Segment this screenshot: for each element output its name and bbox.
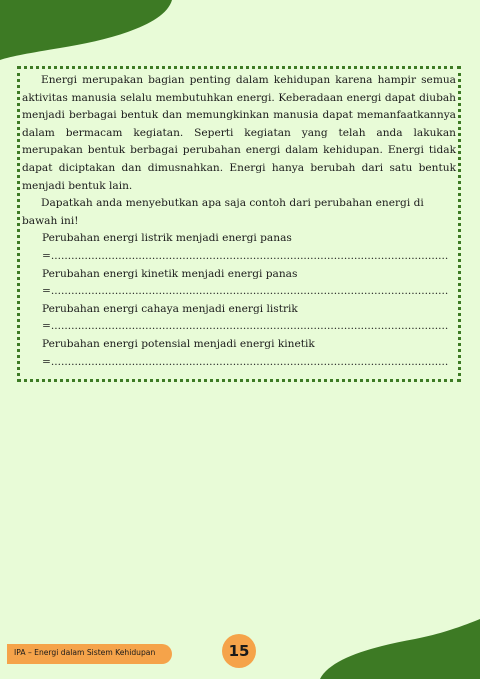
question-3: Perubahan energi cahaya menjadi energi listrik — [42, 302, 298, 315]
footer-label: IPA – Energi dalam Sistem Kehidupan — [14, 648, 156, 657]
intro-paragraph: Energi merupakan bagian penting dalam kehidupan karena hampir semua aktivitas manusia selalu membutuhkan energi. Keberadaan energi dapat diubah menjadi berbagai bentuk dan memungkinkan manusia dapat memanfaatkannya dalam bermacam kegiatan. Seperti kegiatan yang telah anda lakukan merupakan bentuk berbagai perubahan energi dalam kehidupan. Energi tidak dapat diciptakan dan dimusnahkan. Energi hanya berubah dari satu bentuk menjadi bentuk lain. — [22, 74, 456, 192]
corner-decoration-bottom-right — [320, 619, 480, 679]
activity-content — [22, 72, 456, 371]
answer-line-2[interactable]: =...................................................................................................................... — [42, 285, 448, 298]
question-prompt: Dapatkah anda menyebutkan apa saja contoh dari perubahan energi di bawah ini! — [22, 197, 424, 227]
answer-line-1[interactable]: =...................................................................................................................... — [42, 249, 448, 262]
question-1: Perubahan energi listrik menjadi energi panas — [42, 232, 292, 245]
question-2: Perubahan energi kinetik menjadi energi panas — [42, 267, 298, 280]
answer-line-4[interactable]: =...................................................................................................................... — [42, 355, 448, 368]
page-number: 15 — [222, 634, 256, 668]
question-4: Perubahan energi potensial menjadi energi kinetik — [42, 337, 315, 350]
corner-decoration-top-left — [0, 0, 180, 60]
answer-line-3[interactable]: =...................................................................................................................... — [42, 320, 448, 333]
